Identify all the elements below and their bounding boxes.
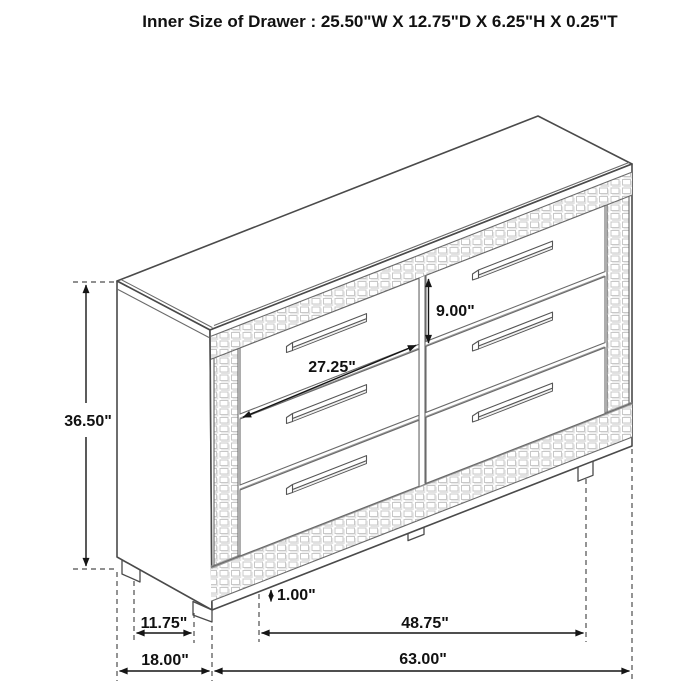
- dim-overall-depth-label: 18.00": [141, 652, 189, 669]
- diagram-title: Inner Size of Drawer : 25.50"W X 12.75"D X 6.25"H X 0.25"T: [142, 12, 618, 31]
- dim-overall-height: [64, 282, 116, 569]
- dim-drawer-width-label: 27.25": [308, 359, 356, 376]
- dim-drawer-height-label: 9.00": [436, 303, 475, 320]
- center-divider: [419, 276, 425, 486]
- dim-overall-width-label: 63.00": [399, 651, 447, 668]
- dim-overall-height-label: 36.50": [64, 413, 112, 430]
- dim-base-height-label: 1.00": [277, 587, 316, 604]
- dim-leg-depth-spacing-label: 11.75": [140, 615, 188, 632]
- dresser-drawing: [117, 116, 632, 622]
- dresser-left-side-face: [117, 281, 212, 610]
- dim-front-leg-spacing-label: 48.75": [401, 615, 449, 632]
- dim-base-height: [271, 587, 316, 604]
